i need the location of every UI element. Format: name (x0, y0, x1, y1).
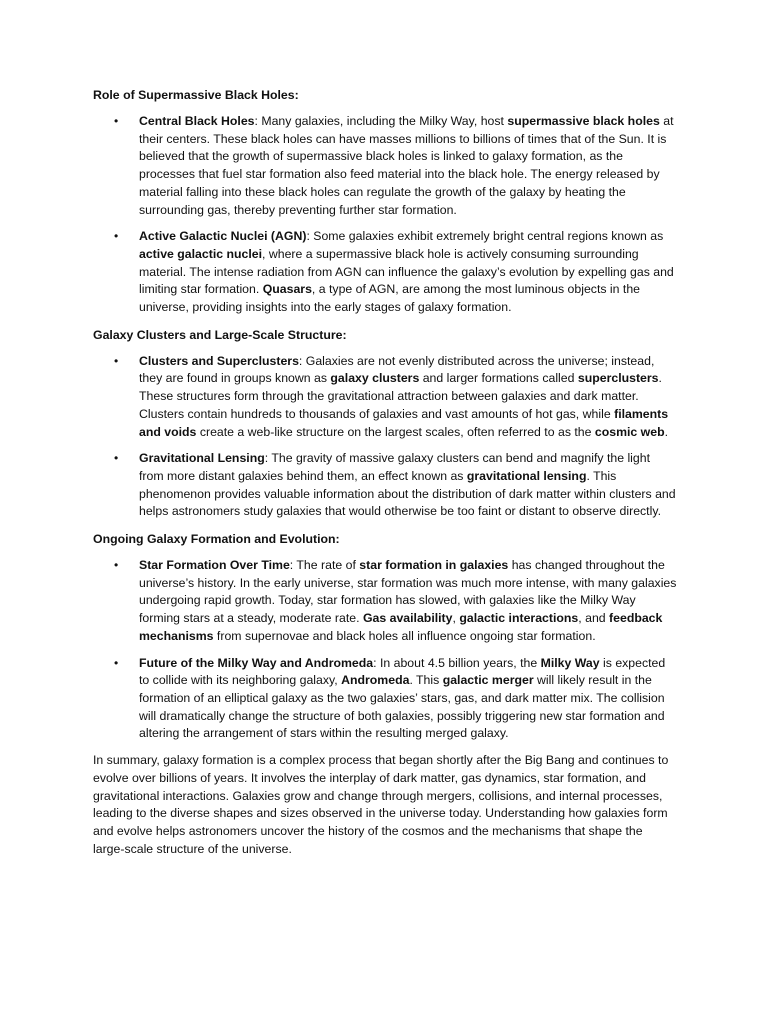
item-text: , a type of AGN, are among the most luminous objects in the universe, providing insights into the early stages of galaxy formation. (139, 282, 641, 315)
item-emphasis: superclusters (577, 371, 659, 386)
item-text: , and (578, 611, 610, 626)
item-text: , (452, 611, 460, 626)
item-text: . This phenomenon provides valuable information about the distribution of dark matter within clusters and helps astronomers study galaxies that would otherwise be too faint or distant to observe directly. (139, 468, 676, 519)
item-text: : The rate of (289, 558, 360, 573)
item-emphasis: Andromeda (341, 673, 410, 688)
document-page (93, 86, 677, 858)
item-title: Star Formation Over Time (139, 558, 290, 573)
item-emphasis: galactic merger (442, 673, 534, 688)
item-title: Active Galactic Nuclei (AGN) (139, 229, 307, 244)
item-text: at their centers. These black holes can have masses millions to billions of times that of the Sun. It is believed that the growth of supermassive black holes is linked to galaxy formation, as the processes that fuel star formation also feed material into the black hole. The energy released by material falling into these black holes can regulate the growth of the galaxy by heating the surrounding gas, thereby preventing further star formation. (139, 114, 674, 217)
item-title: Central Black Holes (139, 114, 255, 128)
item-emphasis: galactic interactions (459, 611, 579, 626)
item-text: : The gravity of massive galaxy clusters can bend and magnify the light from more distant galaxies behind them, an effect known as (139, 451, 651, 483)
item-text: : Many galaxies, including the Milky Way, host (254, 114, 508, 128)
item-text: , where a supermassive black hole is actively consuming surrounding material. The intense radiation from AGN can influence the galaxy’s evolution by expelling gas and limiting star formation. (139, 246, 674, 297)
section-heading: Role of Supermassive Black Holes: (93, 88, 299, 102)
bullet-icon: • (114, 229, 119, 244)
bullet-list (93, 353, 677, 521)
item-emphasis: active galactic nuclei (139, 246, 263, 261)
item-text: and larger formations called (419, 371, 578, 386)
list-item (93, 450, 677, 521)
bullet-icon: • (114, 558, 119, 573)
bullet-icon: • (114, 353, 119, 368)
item-emphasis: supermassive black holes (507, 114, 660, 128)
bullet-list (93, 557, 677, 743)
bullet-list (93, 113, 677, 317)
item-emphasis: galaxy clusters (330, 371, 420, 386)
list-item (93, 557, 677, 646)
item-title: Gravitational Lensing (139, 451, 265, 466)
item-text: from supernovae and black holes all influence ongoing star formation. (213, 628, 596, 643)
item-text: . (664, 424, 669, 439)
item-text: . This (409, 673, 443, 688)
item-text: create a web-like structure on the largest scales, often referred to as the (196, 424, 595, 439)
item-emphasis: Gas availability (362, 611, 453, 626)
item-emphasis: star formation in galaxies (359, 558, 509, 573)
bullet-icon: • (114, 114, 119, 128)
item-emphasis: Milky Way (540, 655, 600, 670)
summary-paragraph: In summary, galaxy formation is a complex process that began shortly after the Big Bang and continues to evolve over billions of years. It involves the interplay of dark matter, gas dynamics, star formation, and gravitational interactions. Galaxies grow and change through mergers, collisions, and internal processes, leading to the diverse shapes and sizes observed in the universe today. Understanding how galaxies form and evolve helps astronomers uncover the history of the cosmos and the mechanisms that shape the large-scale structure of the universe. (93, 753, 669, 856)
list-item (93, 353, 677, 442)
section-heading: Ongoing Galaxy Formation and Evolution: (93, 532, 340, 547)
item-emphasis: filaments and voids (139, 406, 669, 439)
item-title: Clusters and Superclusters (139, 353, 299, 368)
list-item (93, 228, 677, 317)
item-text: is expected to collide with its neighboring galaxy, (139, 655, 666, 688)
item-emphasis: cosmic web (594, 424, 665, 439)
section-heading: Galaxy Clusters and Large-Scale Structure: (93, 327, 347, 342)
list-item (93, 655, 677, 744)
item-emphasis: gravitational lensing (466, 468, 587, 483)
item-text: . These structures form through the gravitational attraction between galaxies and dark matter. Clusters contain hundreds to thousands of galaxies and vast amounts of hot gas, while (139, 371, 662, 421)
item-text: will likely result in the formation of an elliptical galaxy as the two galaxies’ stars, gas, and dark matter mix. The collision will dramatically change the structure of both galaxies, possibly triggering new star formation and altering the arrangement of stars within the resulting merged galaxy. (139, 673, 665, 741)
item-emphasis: feedback mechanisms (139, 611, 663, 643)
bullet-icon: • (114, 451, 119, 466)
item-text: : Galaxies are not evenly distributed across the universe; instead, they are found in groups known as (139, 353, 655, 386)
item-text: : Some galaxies exhibit extremely bright central regions known as (306, 229, 664, 244)
item-text: : In about 4.5 billion years, the (373, 655, 541, 670)
item-text: has changed throughout the universe’s history. In the early universe, star formation was much more intense, with many galaxies undergoing rapid growth. Today, star formation has slowed, with galaxies like the Milky Way forming stars at a steady, moderate rate. (139, 558, 677, 626)
item-emphasis: Quasars (262, 282, 312, 297)
list-item (93, 113, 677, 219)
bullet-icon: • (114, 655, 119, 670)
item-title: Future of the Milky Way and Andromeda (139, 655, 374, 670)
